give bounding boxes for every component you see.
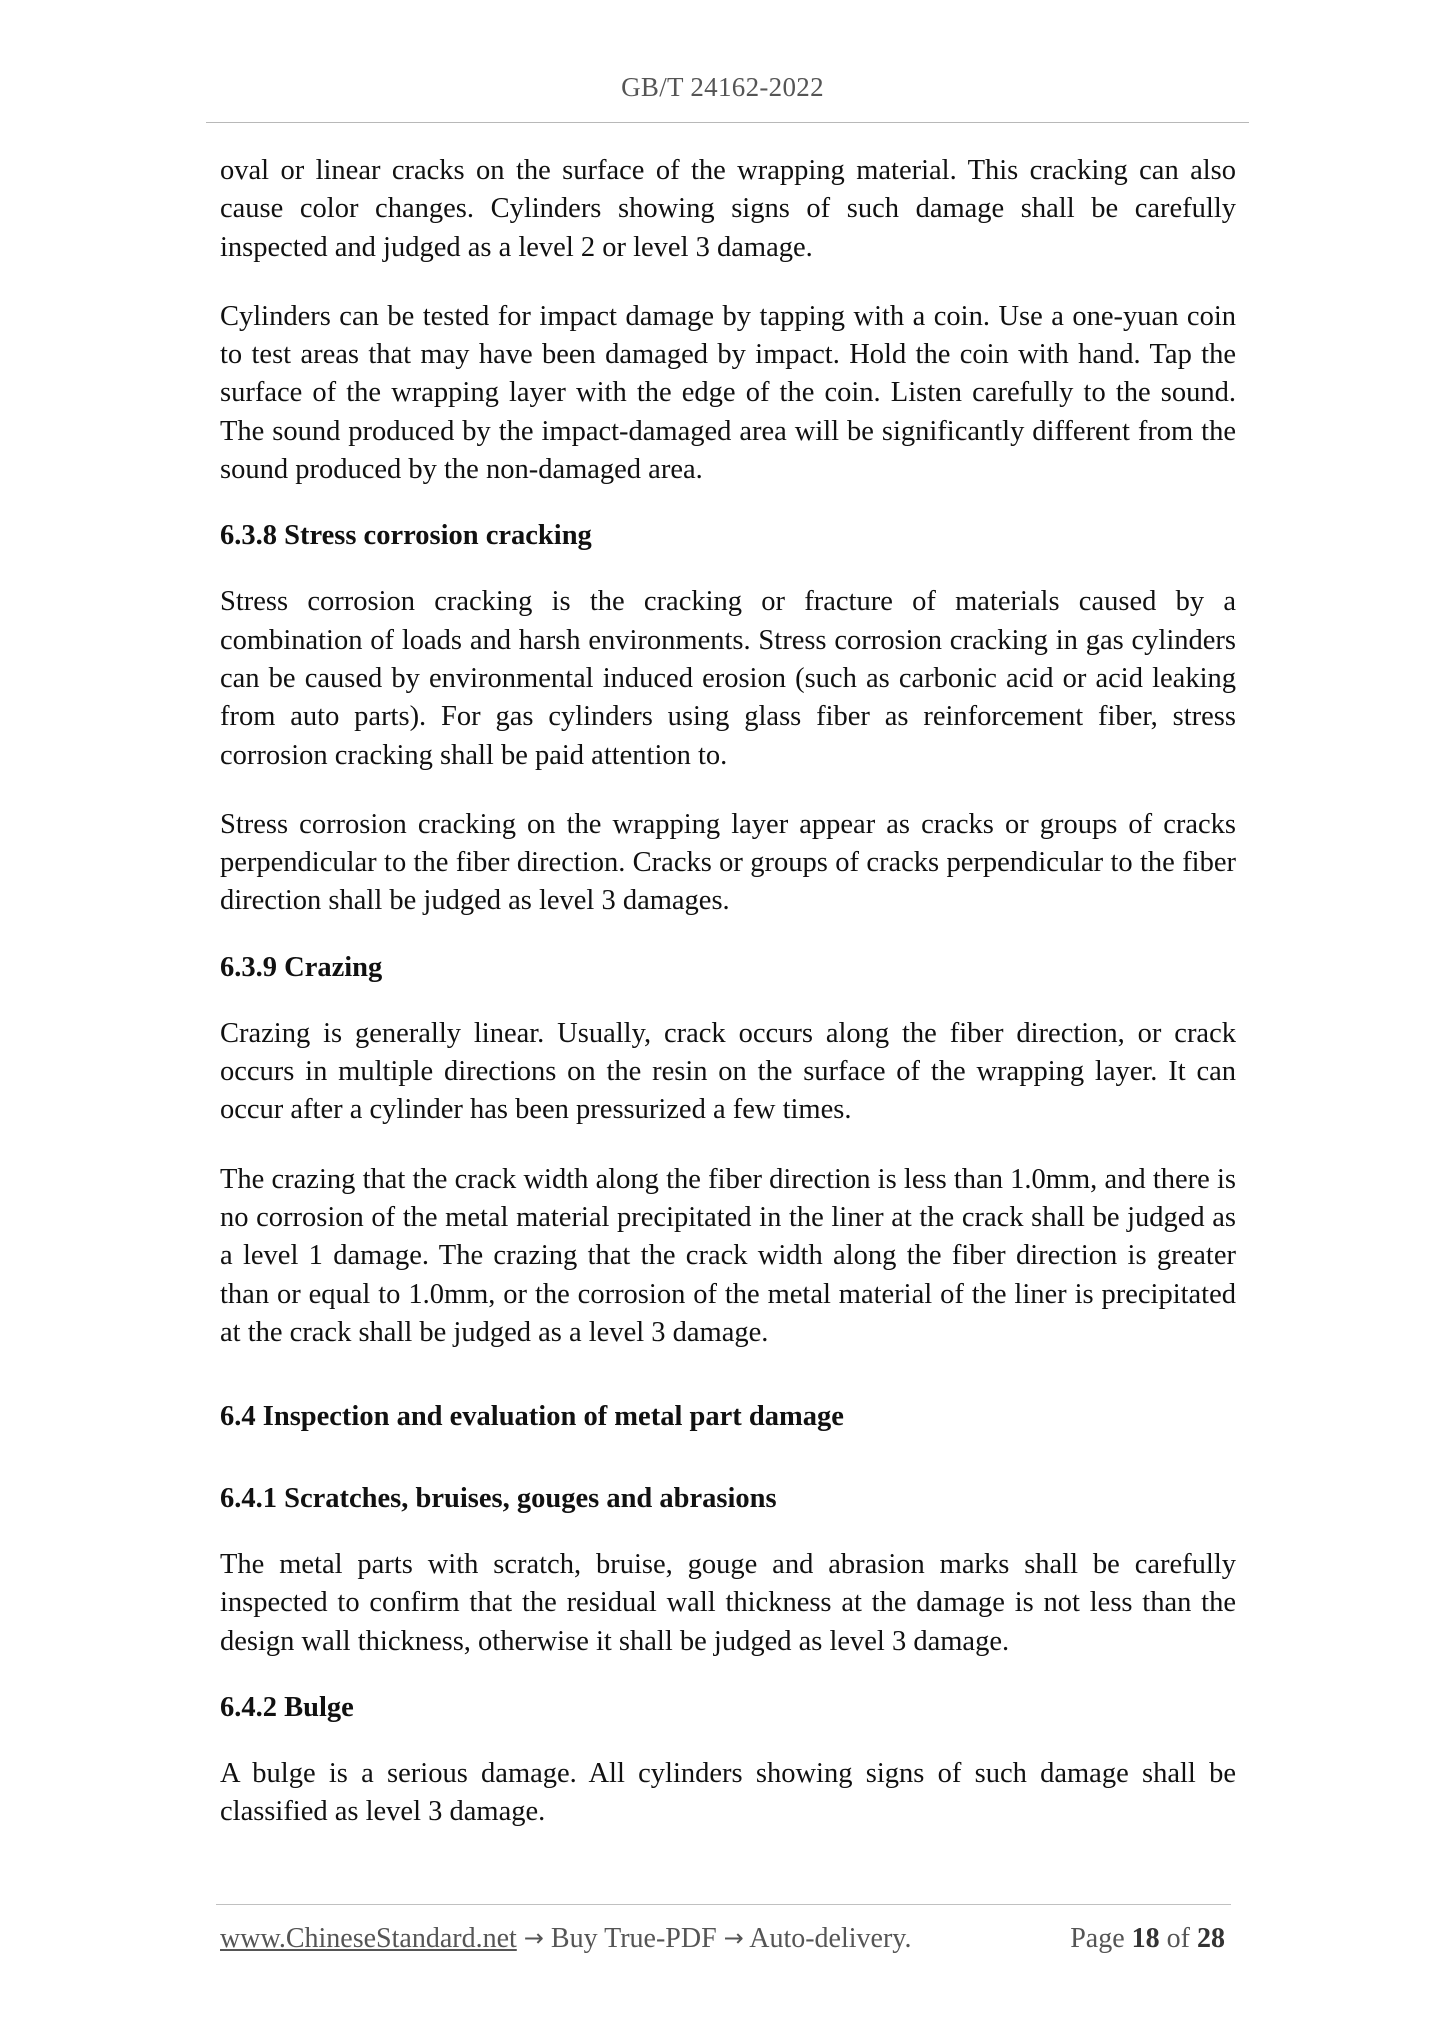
document-body: [220, 152, 1236, 1832]
section-heading-6-3-8: 6.3.8 Stress corrosion cracking: [220, 520, 592, 552]
document-code-header: GB/T 24162-2022: [621, 72, 824, 102]
paragraph-stress-corrosion-judgement: Stress corrosion cracking on the wrapping layer appear as cracks or groups of cracks perpendicular to the fiber direction. Cracks or groups of cracks perpendicular to the fiber direction shall be judged as level 3 damages.: [220, 808, 1236, 917]
section-heading-6-4: 6.4 Inspection and evaluation of metal part damage: [220, 1401, 844, 1433]
header-divider: [206, 122, 1249, 123]
footer-divider: [216, 1904, 1231, 1905]
right-arrow-icon: →: [723, 1924, 744, 1952]
paragraph-crazing-definition: Crazing is generally linear. Usually, crack occurs along the fiber direction, or crack occurs in multiple directions on the resin on the surface of the wrapping layer. It can occur after a cylinder has been pressurized a few times.: [220, 1017, 1236, 1126]
right-arrow-icon: →: [523, 1924, 544, 1952]
current-page-number: 18: [1131, 1923, 1160, 1954]
page-label: Page: [1070, 1923, 1125, 1954]
auto-delivery-text: Auto-delivery.: [749, 1923, 912, 1954]
of-label: of: [1166, 1923, 1190, 1954]
section-heading-6-4-2: 6.4.2 Bulge: [220, 1692, 354, 1724]
paragraph-crazing-judgement: The crazing that the crack width along the fiber direction is less than 1.0mm, and there is no corrosion of the metal material precipitated in the liner at the crack shall be judged as a level 1 damage. The crazing that the crack width along the fiber direction is greater than or equal to 1.0mm, or the corrosion of the metal material of the liner is precipitated at the crack shall be judged as a level 3 damage.: [220, 1163, 1236, 1348]
page-number: [1070, 1923, 1225, 1955]
paragraph-coin-tap-test: Cylinders can be tested for impact damage by tapping with a coin. Use a one-yuan coin to test areas that may have been damaged by impact. Hold the coin with hand. Tap the surface of the wrapping layer with the edge of the coin. Listen carefully to the sound. The sound produced by the impact-damaged area will be significantly different from the sound produced by the non-damaged area.: [220, 300, 1236, 486]
section-heading-6-3-9: 6.3.9 Crazing: [220, 951, 383, 983]
paragraph-metal-scratches: The metal parts with scratch, bruise, gouge and abrasion marks shall be carefully inspected to confirm that the residual wall thickness at the damage is not less than the design wall thickness, otherwise it shall be judged as level 3 damage.: [220, 1549, 1236, 1657]
paragraph-impact-cracks: oval or linear cracks on the surface of the wrapping material. This cracking can also cause color changes. Cylinders showing signs of such damage shall be carefully inspected and judged as a level 2 or level 3 damage.: [220, 155, 1236, 263]
total-page-count: 28: [1197, 1923, 1225, 1954]
section-heading-6-4-1: 6.4.1 Scratches, bruises, gouges and abrasions: [220, 1483, 777, 1515]
paragraph-stress-corrosion-definition: Stress corrosion cracking is the cracking or fracture of materials caused by a combination of loads and harsh environments. Stress corrosion cracking in gas cylinders can be caused by environmental induced erosion (such as carbonic acid or acid leaking from auto parts). For gas cylinders using glass fiber as reinforcement fiber, stress corrosion cracking shall be paid attention to.: [220, 586, 1236, 771]
buy-true-pdf-text: Buy True-PDF: [550, 1923, 717, 1954]
paragraph-bulge: A bulge is a serious damage. All cylinders showing signs of such damage shall be classified as level 3 damage.: [220, 1758, 1236, 1828]
footer-promo: [220, 1923, 911, 1955]
website-link[interactable]: www.ChineseStandard.net: [220, 1923, 517, 1954]
